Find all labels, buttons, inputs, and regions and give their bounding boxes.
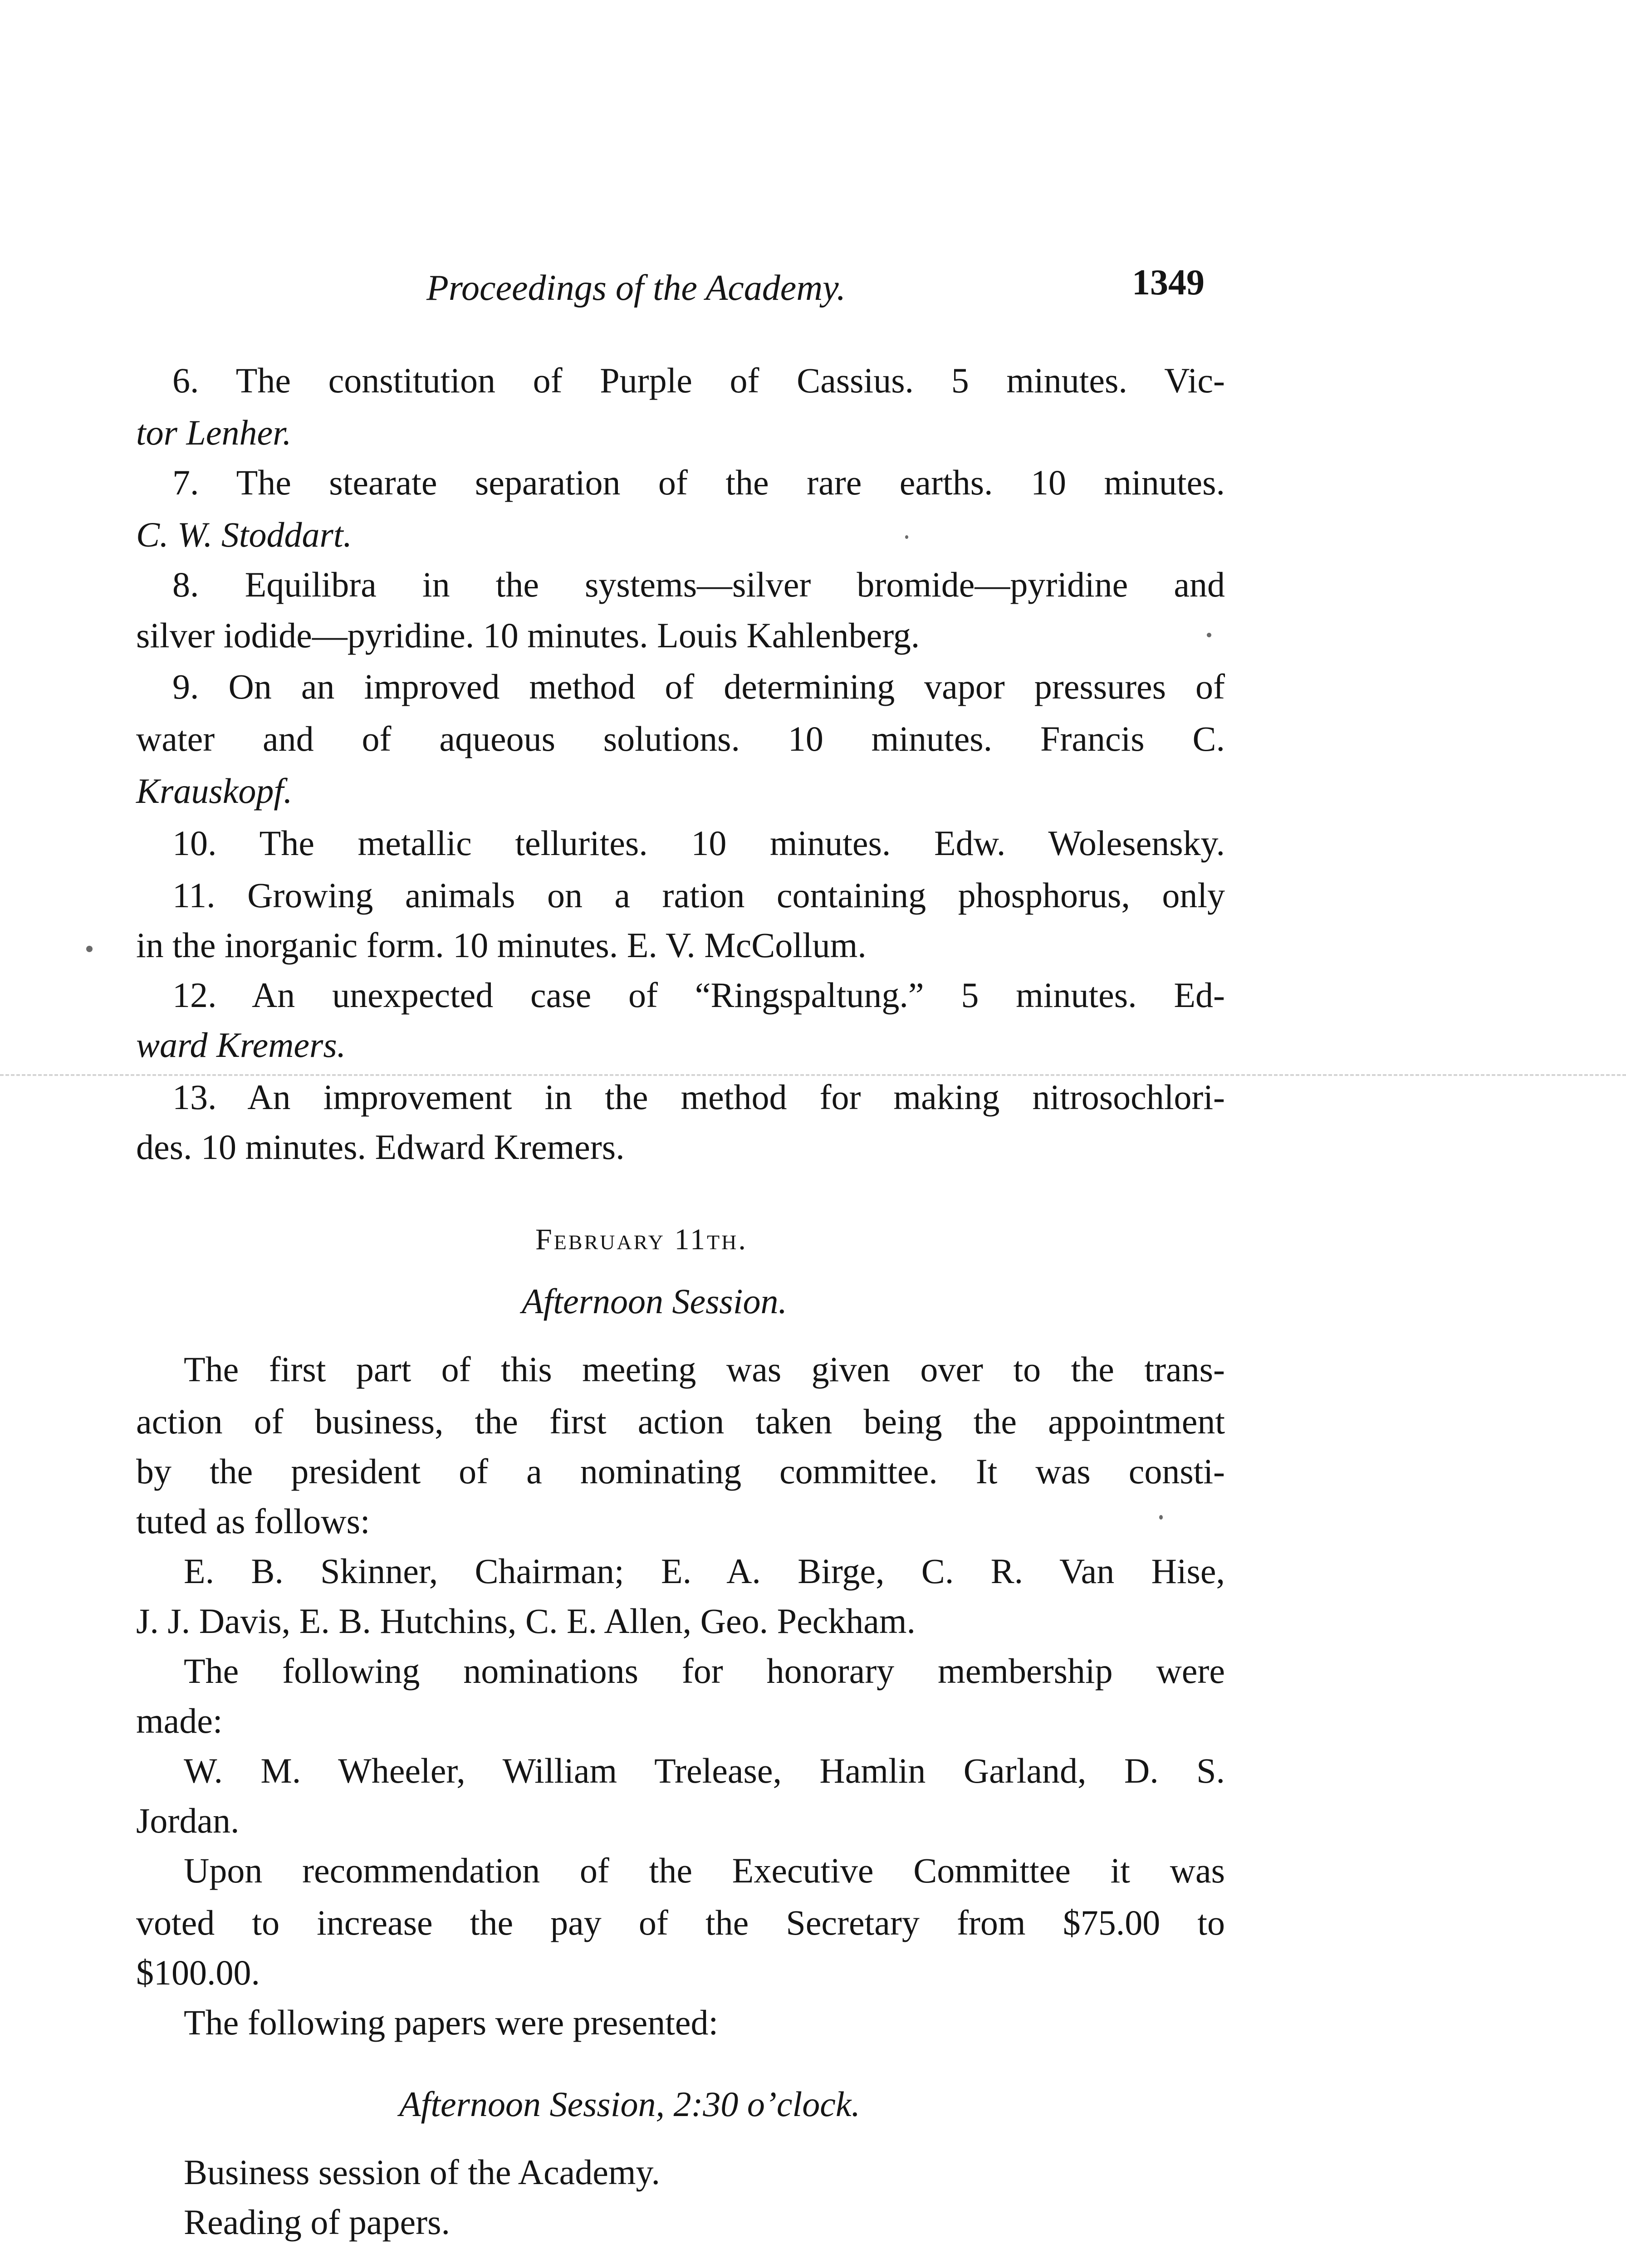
nominations-line-1: The following nominations for honorary membership were xyxy=(184,1651,1225,1691)
recommendation-line-3: $100.00. xyxy=(136,1953,260,1992)
list-item-8-line-1: 8. Equilibra in the systems—silver bromide—pyridine and xyxy=(172,565,1225,604)
session-heading: Afternoon Session. xyxy=(522,1281,787,1321)
list-item-9-line-1: 9. On an improved method of determining vapor pressures of xyxy=(172,667,1225,706)
scan-speck xyxy=(86,946,93,952)
list-item-10: 10. The metallic tellurites. 10 minutes. Edw. Wolesensky. xyxy=(172,823,1225,863)
list-item-8-line-2: silver iodide—pyridine. 10 minutes. Louis Kahlenberg. xyxy=(136,616,920,655)
running-header-title: Proceedings of the Academy. xyxy=(426,268,846,308)
paragraph-1-line-2: action of business, the first action taken being the appointment xyxy=(136,1402,1225,1441)
list-item-9-line-2: water and of aqueous solutions. 10 minutes. Francis C. xyxy=(136,719,1225,758)
scan-speck xyxy=(1207,633,1211,637)
scan-speck xyxy=(905,535,908,539)
session-2-heading: Afternoon Session, 2:30 o’clock. xyxy=(399,2084,860,2124)
page-number: 1349 xyxy=(1132,263,1205,303)
committee-line-2: J. J. Davis, E. B. Hutchins, C. E. Allen, Geo. Peckham. xyxy=(136,1601,916,1641)
list-item-12-line-2: ward Kremers. xyxy=(136,1025,346,1065)
nominees-line-1: W. M. Wheeler, William Trelease, Hamlin Garland, D. S. xyxy=(184,1751,1225,1790)
page-fold-line xyxy=(0,1074,1626,1076)
papers-presented-line: The following papers were presented: xyxy=(184,2003,719,2042)
list-item-13-line-2: des. 10 minutes. Edward Kremers. xyxy=(136,1127,625,1167)
agenda-item-1: Business session of the Academy. xyxy=(184,2152,660,2192)
recommendation-line-1: Upon recommendation of the Executive Committee it was xyxy=(184,1851,1225,1890)
list-item-13-line-1: 13. An improvement in the method for making nitrosochlori- xyxy=(172,1077,1225,1117)
paragraph-1-line-1: The first part of this meeting was given over to the trans- xyxy=(184,1349,1225,1389)
paragraph-1-line-4: tuted as follows: xyxy=(136,1501,370,1541)
list-item-7-line-1: 7. The stearate separation of the rare earths. 10 minutes. xyxy=(172,463,1225,502)
list-item-6-line-2: tor Lenher. xyxy=(136,413,292,452)
nominations-line-2: made: xyxy=(136,1701,223,1740)
recommendation-line-2: voted to increase the pay of the Secretary from $75.00 to xyxy=(136,1903,1225,1942)
list-item-9-line-3: Krauskopf. xyxy=(136,771,293,811)
agenda-item-2: Reading of papers. xyxy=(184,2202,450,2242)
list-item-11-line-2: in the inorganic form. 10 minutes. E. V. McCollum. xyxy=(136,925,867,965)
list-item-7-line-2: C. W. Stoddart. xyxy=(136,515,353,554)
nominees-line-2: Jordan. xyxy=(136,1801,240,1840)
committee-line-1: E. B. Skinner, Chairman; E. A. Birge, C. R. Van Hise, xyxy=(184,1551,1225,1591)
list-item-11-line-1: 11. Growing animals on a ration containing phosphorus, only xyxy=(172,875,1225,915)
list-item-6-line-1: 6. The constitution of Purple of Cassius. 5 minutes. Vic- xyxy=(172,361,1225,400)
list-item-12-line-1: 12. An unexpected case of “Ringspaltung.” 5 minutes. Ed- xyxy=(172,975,1225,1015)
scan-speck xyxy=(1159,1515,1163,1520)
paragraph-1-line-3: by the president of a nominating committee. It was consti- xyxy=(136,1452,1225,1491)
date-heading: February 11th. xyxy=(535,1223,748,1256)
